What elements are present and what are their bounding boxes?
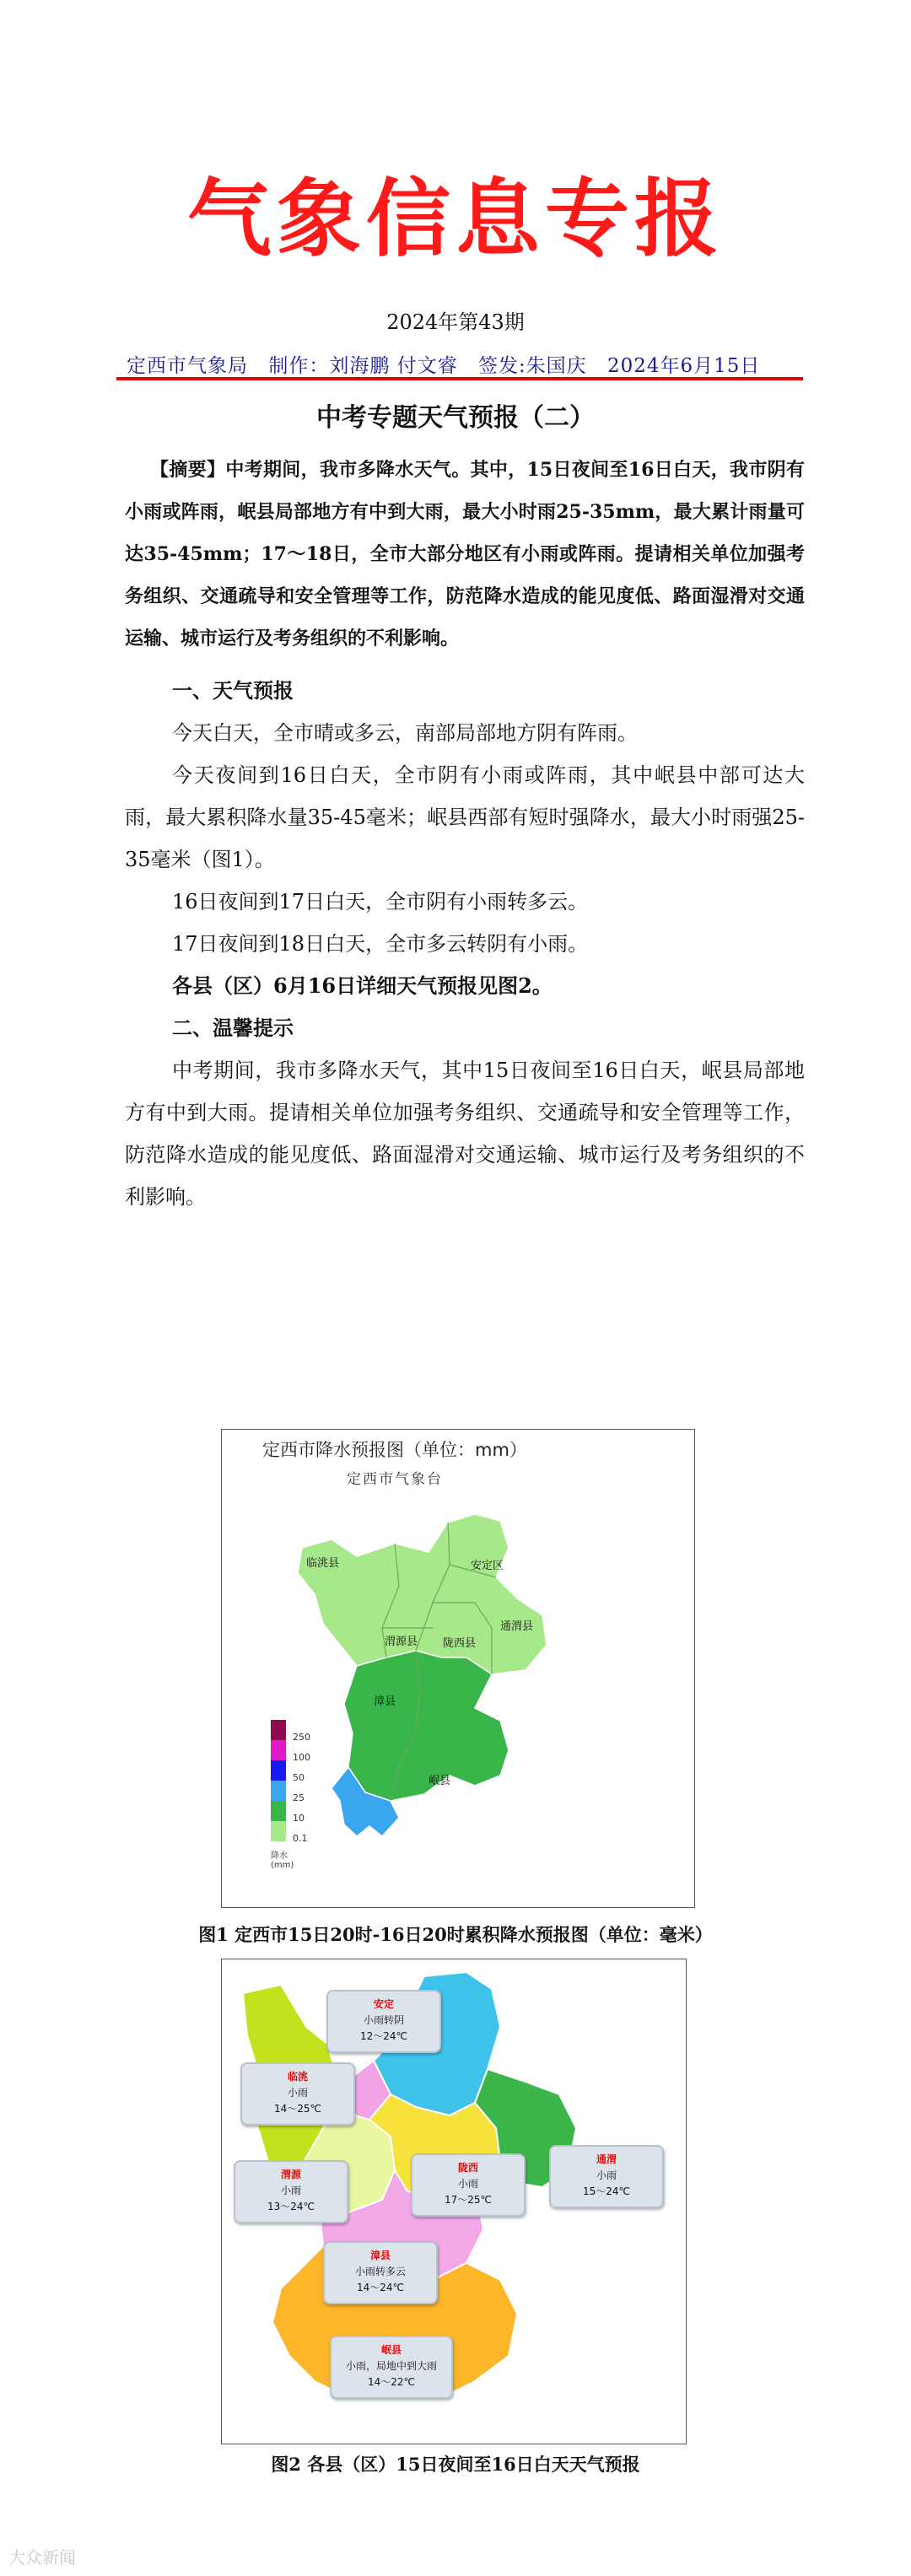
signer: 签发:朱国庆: [477, 355, 587, 377]
legend-swatch-25: [271, 1781, 286, 1801]
forecast-heading: 一、天气预报: [172, 678, 294, 703]
map-light-green-area: [298, 1514, 547, 1674]
forecast-paragraph-3: 16日夜间到17日白天，全市阴有小雨转多云。: [172, 890, 589, 913]
legend-label-50: 50: [293, 1772, 305, 1783]
red-divider: [116, 377, 803, 380]
forecast-card-anding: [326, 1990, 441, 2053]
issue-date: 2024年6月15日: [607, 355, 761, 377]
forecast-card-longxi: [411, 2153, 526, 2217]
card-weather: 小雨: [596, 2169, 617, 2181]
makers: 制作：刘海鹏 付文睿: [268, 355, 458, 377]
card-temp: 12～24℃: [359, 2030, 408, 2042]
region-label-longxi: 陇西县: [443, 1637, 477, 1650]
tips-paragraph: 中考期间，我市多降水天气，其中15日夜间至16日白天，岷县局部地方有中到大雨。提请相关单位加强考务组织、交通疏导和安全管理等工作，防范降水造成的能见度低、路面湿滑对交通运输、城市运行及考务组织的不利影响。: [125, 1059, 805, 1209]
region-label-tongwei: 通渭县: [500, 1620, 534, 1633]
forecast-paragraph-4: 17日夜间到18日白天，全市多云转阴有小雨。: [172, 932, 589, 956]
document-title: 中考专题天气预报（二）: [316, 403, 595, 433]
legend-label-10: 10: [293, 1813, 305, 1824]
map-title: 定西市降水预报图（单位：mm）: [262, 1440, 527, 1460]
masthead-title: 气象信息专报: [187, 170, 724, 268]
card-weather: 小雨转阴: [363, 2014, 404, 2026]
map-dark-green-area: [344, 1651, 509, 1801]
card-county: 通渭: [596, 2153, 617, 2165]
forecast-card-minxian: [330, 2336, 453, 2399]
figure1-caption: 图1 定西市15日20时-16日20时累积降水预报图（单位：毫米）: [198, 1924, 713, 1945]
abstract-paragraph: [125, 449, 805, 660]
card-temp: 17～25℃: [444, 2194, 493, 2206]
forecast-card-tongwei: [549, 2145, 664, 2208]
card-county: 陇西: [457, 2162, 478, 2174]
card-weather: 小雨，局地中到大雨: [345, 2360, 437, 2372]
figure2-caption: 图2 各县（区）15日夜间至16日白天天气预报: [271, 2454, 640, 2475]
watermark-logo: 大众新闻: [8, 2547, 76, 2568]
abstract-tag: 【摘要】: [150, 459, 226, 481]
tips-heading: 二、温馨提示: [172, 1016, 294, 1040]
card-temp: 14～25℃: [273, 2103, 322, 2115]
forecast-paragraph-2: 今天夜间到16日白天，全市阴有小雨或阵雨，其中岷县中部可达大雨，最大累积降水量35-45毫米；岷县西部有短时强降水，最大小时雨强25-35毫米（图1）。: [125, 763, 805, 871]
legend-label-100: 100: [293, 1752, 310, 1763]
precipitation-map-figure: [221, 1429, 695, 1908]
legend-swatch-10: [271, 1801, 286, 1821]
card-weather: 小雨转多云: [354, 2266, 406, 2277]
card-weather: 小雨: [287, 2087, 308, 2099]
credits-line: [127, 350, 774, 378]
legend-swatch-250: [271, 1720, 286, 1740]
region-label-zhangxian: 漳县: [374, 1695, 396, 1708]
legend-unit: 降水(mm): [271, 1851, 294, 1870]
card-county: 临洮: [287, 2071, 308, 2083]
issue-number: 2024年第43期: [386, 310, 525, 334]
forecast-paragraph-5: 各县（区）6月16日详细天气预报见图2。: [172, 973, 553, 998]
legend-swatch-100: [271, 1740, 286, 1760]
region-label-weiyuan: 渭源县: [385, 1636, 418, 1648]
legend-swatch-50: [271, 1760, 286, 1781]
card-county: 安定: [373, 1998, 394, 2010]
legend-label-250: 250: [293, 1732, 310, 1743]
forecast-paragraph-1: 今天白天，全市晴或多云，南部局部地方阴有阵雨。: [172, 721, 638, 745]
forecast-card-lintao: [240, 2062, 355, 2126]
card-weather: 小雨: [280, 2185, 301, 2196]
forecast-card-zhangxian: [323, 2241, 438, 2304]
card-county: 漳县: [369, 2250, 391, 2261]
region-label-anding: 安定区: [471, 1560, 504, 1572]
card-temp: 14～24℃: [356, 2282, 405, 2293]
card-county: 岷县: [380, 2344, 402, 2356]
card-county: 渭源: [280, 2169, 301, 2180]
region-label-lintao: 临洮县: [306, 1557, 340, 1570]
county-forecast-figure: [221, 1959, 687, 2444]
legend-swatch-0.1: [271, 1821, 286, 1841]
abstract-text: 中考期间，我市多降水天气。其中，15日夜间至16日白天，我市阴有小雨或阵雨，岷县局部地方有中到大雨，最大小时雨25-35mm，最大累计雨量可达35-45mm；17～18日，全市大部分地区有小雨或阵雨。提请相关单位加强考务组织、交通疏导和安全管理等工作，防范降水造成的能见度低、路面湿滑对交通运输、城市运行及考务组织的不利影响。: [125, 459, 805, 649]
map-subtitle: 定西市气象台: [347, 1471, 443, 1488]
card-weather: 小雨: [457, 2178, 478, 2190]
forecast-section: [125, 670, 805, 1218]
card-temp: 15～24℃: [582, 2185, 631, 2197]
forecast-card-weiyuan: [234, 2160, 348, 2223]
legend-label-25: 25: [293, 1792, 305, 1803]
region-label-minxian: 岷县: [429, 1775, 451, 1787]
card-temp: 14～22℃: [367, 2376, 416, 2388]
legend-label-0.1: 0.1: [293, 1833, 308, 1844]
bureau-name: 定西市气象局: [127, 355, 248, 377]
card-temp: 13～24℃: [267, 2201, 315, 2212]
